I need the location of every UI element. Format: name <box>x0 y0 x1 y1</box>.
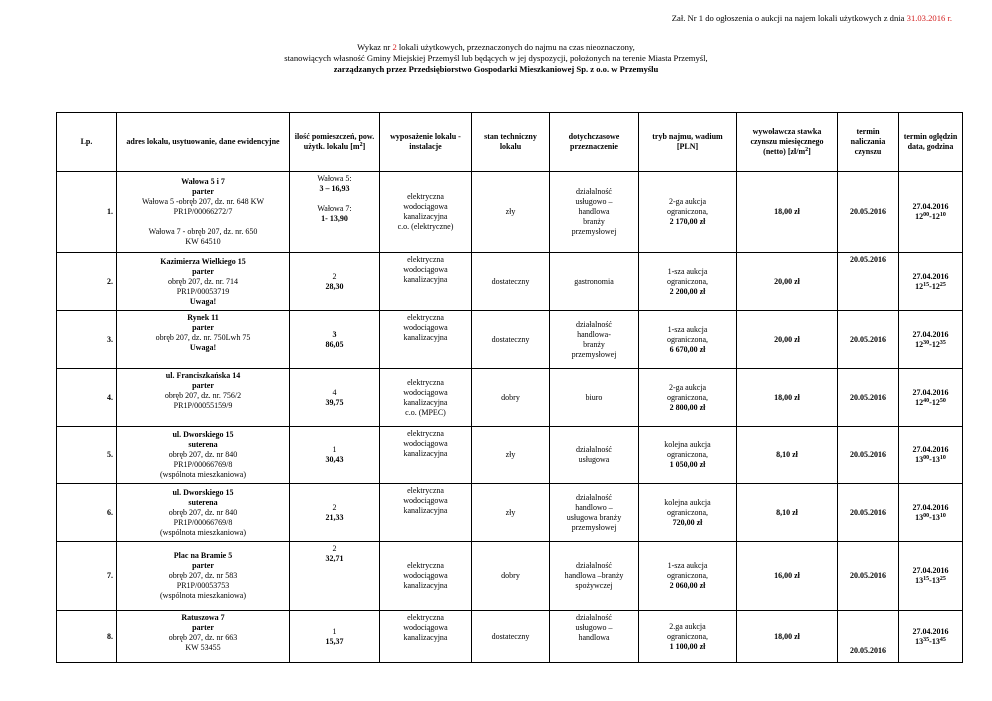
row-area: 1 15,37 <box>290 611 380 663</box>
row-equipment: elektryczna wodociągowa kanalizacyjna <box>380 253 472 311</box>
list-title <box>0 42 992 53</box>
row-rate: 16,00 zł <box>737 542 838 611</box>
row-address: ul. Dworskiego 15 suterena obręb 207, dz. nr 840 PR1P/00066769/8 (wspólnota mieszkaniowa) <box>117 484 290 542</box>
list-manager: zarządzanych przez Przedsiębiorstwo Gospodarki Mieszkaniowej Sp. z o.o. w Przemyślu <box>333 64 659 74</box>
col-ilosc: ilość pomieszczeń, pow. użytk. lokalu $[m^2]$ <box>290 113 380 172</box>
row-area: 3 86,05 <box>290 311 380 369</box>
row-state: zły <box>472 427 550 484</box>
row-lp: 3. <box>57 311 117 369</box>
col-tryb: tryb najmu, wadium [PLN] <box>639 113 737 172</box>
table-header-row <box>57 113 963 172</box>
row-purpose: działalność usługowo – handlowa <box>550 611 639 663</box>
row-rate: 18,00 zł <box>737 369 838 427</box>
table-row <box>57 311 963 369</box>
row-inspection: 27.04.2016 $12^{30}-12^{35}$ <box>899 311 963 369</box>
row-area: 1 30,43 <box>290 427 380 484</box>
row-rate: 18,00 zł <box>737 611 838 663</box>
row-lp: 1. <box>57 172 117 253</box>
table-row <box>57 484 963 542</box>
row-mode: 1-sza aukcja ograniczona, 2 060,00 zł <box>639 542 737 611</box>
row-lp: 4. <box>57 369 117 427</box>
col-wyposazenie: wyposażenie lokalu - instalacje <box>380 113 472 172</box>
row-area: 2 28,30 <box>290 253 380 311</box>
row-rate: 8,10 zł <box>737 484 838 542</box>
row-accrual: 20.05.2016 <box>838 253 899 311</box>
row-accrual: 20.05.2016 <box>838 172 899 253</box>
row-purpose: działalność usługowo – handlowa branży przemysłowej <box>550 172 639 253</box>
row-state: dostateczny <box>472 611 550 663</box>
row-accrual: 20.05.2016 <box>838 542 899 611</box>
row-lp: 7. <box>57 542 117 611</box>
attachment-date: 31.03.2016 r. <box>906 13 952 23</box>
premises-table <box>56 112 963 663</box>
table-row <box>57 369 963 427</box>
row-state: dobry <box>472 369 550 427</box>
row-inspection: 27.04.2016 $13^{00}-13^{10}$ <box>899 427 963 484</box>
row-mode: kolejna aukcja ograniczona, 720,00 zł <box>639 484 737 542</box>
row-inspection: 27.04.2016 $12^{15}-12^{25}$ <box>899 253 963 311</box>
row-address: Wałowa 5 i 7 parter Wałowa 5 -obręb 207, dz. nr. 648 KW PR1P/00066272/7 Wałowa 7 - obręb 207, dz. nr. 650 KW 64510 <box>117 172 290 253</box>
row-lp: 2. <box>57 253 117 311</box>
row-area: 2 32,71 <box>290 542 380 611</box>
row-mode: 1-sza aukcja ograniczona, 6 670,00 zł <box>639 311 737 369</box>
row-equipment: elektryczna wodociągowa kanalizacyjna <box>380 311 472 369</box>
row-accrual: 20.05.2016 <box>838 427 899 484</box>
row-state: dobry <box>472 542 550 611</box>
row-equipment: elektryczna wodociągowa kanalizacyjna <box>380 427 472 484</box>
row-mode: 2-ga aukcja ograniczona, 2 170,00 zł <box>639 172 737 253</box>
col-lp: Lp. <box>57 113 117 172</box>
row-address: Plac na Bramie 5 parter obręb 207, dz. nr 583 PR1P/00053753 (wspólnota mieszkaniowa) <box>117 542 290 611</box>
row-area: 2 21,33 <box>290 484 380 542</box>
row-address: Rynek 11 parter obręb 207, dz. nr. 750Lwh 75 Uwaga! <box>117 311 290 369</box>
row-rate: 20,00 zł <box>737 253 838 311</box>
row-inspection: 27.04.2016 $12^{00}-12^{10}$ <box>899 172 963 253</box>
row-lp: 6. <box>57 484 117 542</box>
row-inspection: 27.04.2016 $13^{35}-13^{45}$ <box>899 611 963 663</box>
row-mode: kolejna aukcja ograniczona, 1 050,00 zł <box>639 427 737 484</box>
row-rate: 20,00 zł <box>737 311 838 369</box>
row-accrual: 20.05.2016 <box>838 369 899 427</box>
row-purpose: działalność handlowa- branży przemysłowej <box>550 311 639 369</box>
list-subtitle: stanowiących własność Gminy Miejskiej Przemyśl lub będących w jej dyspozycji, położonych na terenie Miasta Przemyśl, <box>284 53 708 63</box>
col-termin-naliczania: termin naliczania czynszu <box>838 113 899 172</box>
row-inspection: 27.04.2016 $13^{15}-13^{25}$ <box>899 542 963 611</box>
row-equipment: elektryczna wodociągowa kanalizacyjna c.o. (elektryczne) <box>380 172 472 253</box>
row-equipment: elektryczna wodociągowa kanalizacyjna <box>380 542 472 611</box>
table-row <box>57 172 963 253</box>
row-area: Wałowa 5: 3 – 16,93 Wałowa 7: 1- 13,90 <box>290 172 380 253</box>
row-purpose: biuro <box>550 369 639 427</box>
row-mode: 1-sza aukcja ograniczona, 2 200,00 zł <box>639 253 737 311</box>
row-address: Kazimierza Wielkiego 15 parter obręb 207, dz. nr. 714 PR1P/00053719 Uwaga! <box>117 253 290 311</box>
col-przeznaczenie: dotychczasowe przeznaczenie <box>550 113 639 172</box>
row-accrual: 20.05.2016 <box>838 311 899 369</box>
attachment-note <box>672 13 952 23</box>
list-title-suffix: lokali użytkowych, przeznaczonych do najmu na czas nieoznaczony, <box>398 42 635 52</box>
row-address: Ratuszowa 7 parter obręb 207, dz. nr 663 KW 53455 <box>117 611 290 663</box>
row-inspection: 27.04.2016 $12^{40}-12^{50}$ <box>899 369 963 427</box>
row-state: zły <box>472 172 550 253</box>
row-area: 4 39,75 <box>290 369 380 427</box>
row-purpose: gastronomia <box>550 253 639 311</box>
row-equipment: elektryczna wodociągowa kanalizacyjna <box>380 611 472 663</box>
row-state: dostateczny <box>472 311 550 369</box>
attachment-text: Zał. Nr 1 do ogłoszenia o aukcji na najem lokali użytkowych z dnia <box>671 13 905 23</box>
row-lp: 8. <box>57 611 117 663</box>
row-address: ul. Dworskiego 15 suterena obręb 207, dz. nr 840 PR1P/00066769/8 (wspólnota mieszkaniowa) <box>117 427 290 484</box>
row-purpose: działalność handlowa –branży spożywczej <box>550 542 639 611</box>
row-state: dostateczny <box>472 253 550 311</box>
row-mode: 2.ga aukcja ograniczona, 1 100,00 zł <box>639 611 737 663</box>
row-lp: 5. <box>57 427 117 484</box>
row-state: zły <box>472 484 550 542</box>
row-mode: 2-ga aukcja ograniczona, 2 800,00 zł <box>639 369 737 427</box>
col-termin-ogledzin: termin oględzin data, godzina <box>899 113 963 172</box>
row-purpose: działalność usługowa <box>550 427 639 484</box>
list-number: 2 <box>392 42 397 52</box>
row-inspection: 27.04.2016 $13^{00}-13^{10}$ <box>899 484 963 542</box>
table-row <box>57 253 963 311</box>
row-rate: 18,00 zł <box>737 172 838 253</box>
row-address: ul. Franciszkańska 14 parter obręb 207, dz. nr. 756/2 PR1P/00055159/9 <box>117 369 290 427</box>
table-row <box>57 542 963 611</box>
row-accrual: 20.05.2016 <box>838 611 899 663</box>
row-rate: 8,10 zł <box>737 427 838 484</box>
list-title-prefix: Wykaz nr <box>357 42 391 52</box>
table-row <box>57 611 963 663</box>
row-purpose: działalność handlowo – usługowa branży przemysłowej <box>550 484 639 542</box>
col-stan: stan techniczny lokalu <box>472 113 550 172</box>
row-equipment: elektryczna wodociągowa kanalizacyjna c.o. (MPEC) <box>380 369 472 427</box>
row-equipment: elektryczna wodociągowa kanalizacyjna <box>380 484 472 542</box>
row-accrual: 20.05.2016 <box>838 484 899 542</box>
col-stawka: wywoławcza stawka czynszu miesięcznego (netto) $[zł/m^2]$ <box>737 113 838 172</box>
col-adres: adres lokalu, usytuowanie, dane ewidencyjne <box>117 113 290 172</box>
table-row <box>57 427 963 484</box>
